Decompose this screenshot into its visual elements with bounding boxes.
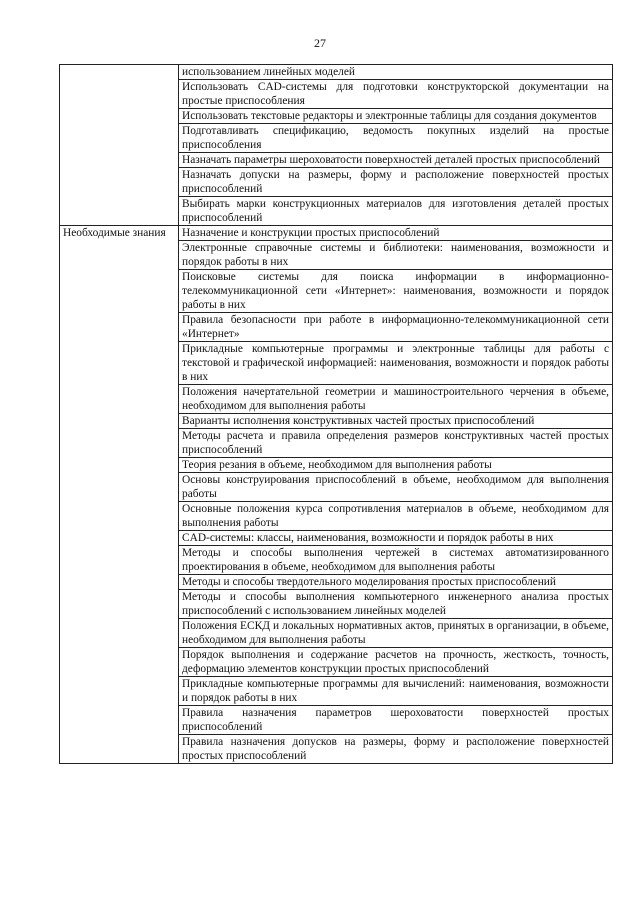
knowledge-item: Прикладные компьютерные программы для вычислений: наименования, возможности и порядок работы в них [179, 677, 613, 706]
requirements-table [59, 64, 613, 764]
knowledge-item: Методы и способы выполнения чертежей в системах автоматизированного проектирования в объеме, необходимом для выполнения работы [179, 546, 613, 575]
skills-label-cell [60, 65, 179, 226]
skill-item: Назначать допуски на размеры, форму и расположение поверхностей простых приспособлений [179, 168, 613, 197]
knowledge-item: Теория резания в объеме, необходимом для выполнения работы [179, 458, 613, 473]
knowledge-item: Положения начертательной геометрии и машиностроительного черчения в объеме, необходимом для выполнения работы [179, 385, 613, 414]
skill-item: использованием линейных моделей [179, 65, 613, 80]
knowledge-item: Порядок выполнения и содержание расчетов на прочность, жесткость, точность, деформацию элементов конструкции простых приспособлений [179, 648, 613, 677]
knowledge-item: Положения ЕСКД и локальных нормативных актов, принятых в организации, в объеме, необходимом для выполнения работы [179, 619, 613, 648]
table-row [60, 65, 613, 80]
knowledge-item: CAD-системы: классы, наименования, возможности и порядок работы в них [179, 531, 613, 546]
knowledge-item: Методы расчета и правила определения размеров конструктивных частей простых приспособлений [179, 429, 613, 458]
skill-item: Выбирать марки конструкционных материалов для изготовления деталей простых приспособлений [179, 197, 613, 226]
skill-item: Использовать текстовые редакторы и электронные таблицы для создания документов [179, 109, 613, 124]
knowledge-item: Основные положения курса сопротивления материалов в объеме, необходимом для выполнения работы [179, 502, 613, 531]
skill-item: Назначать параметры шероховатости поверхностей деталей простых приспособлений [179, 153, 613, 168]
knowledge-item: Прикладные компьютерные программы и электронные таблицы для работы с текстовой и графической информацией: наименования, возможности и порядок работы в них [179, 342, 613, 385]
knowledge-item: Варианты исполнения конструктивных частей простых приспособлений [179, 414, 613, 429]
knowledge-item: Правила безопасности при работе в информационно-телекоммуникационной сети «Интернет» [179, 313, 613, 342]
skill-item: Использовать CAD-системы для подготовки конструкторской документации на простые приспособления [179, 80, 613, 109]
knowledge-label: Необходимые знания [60, 226, 179, 764]
knowledge-item: Методы и способы твердотельного моделирования простых приспособлений [179, 575, 613, 590]
table-row [60, 226, 613, 241]
knowledge-item: Основы конструирования приспособлений в объеме, необходимом для выполнения работы [179, 473, 613, 502]
page-number: 27 [314, 36, 326, 50]
skill-item: Подготавливать спецификацию, ведомость покупных изделий на простые приспособления [179, 124, 613, 153]
knowledge-item: Правила назначения параметров шероховатости поверхностей простых приспособлений [179, 706, 613, 735]
knowledge-item: Правила назначения допусков на размеры, форму и расположение поверхностей простых приспособлений [179, 735, 613, 764]
knowledge-item: Методы и способы выполнения компьютерного инженерного анализа простых приспособлений с использованием линейных моделей [179, 590, 613, 619]
knowledge-item: Электронные справочные системы и библиотеки: наименования, возможности и порядок работы в них [179, 241, 613, 270]
knowledge-item: Назначение и конструкции простых приспособлений [179, 226, 613, 241]
knowledge-item: Поисковые системы для поиска информации в информационно-телекоммуникационной сети «Интернет»: наименования, возможности и порядок работы в них [179, 270, 613, 313]
